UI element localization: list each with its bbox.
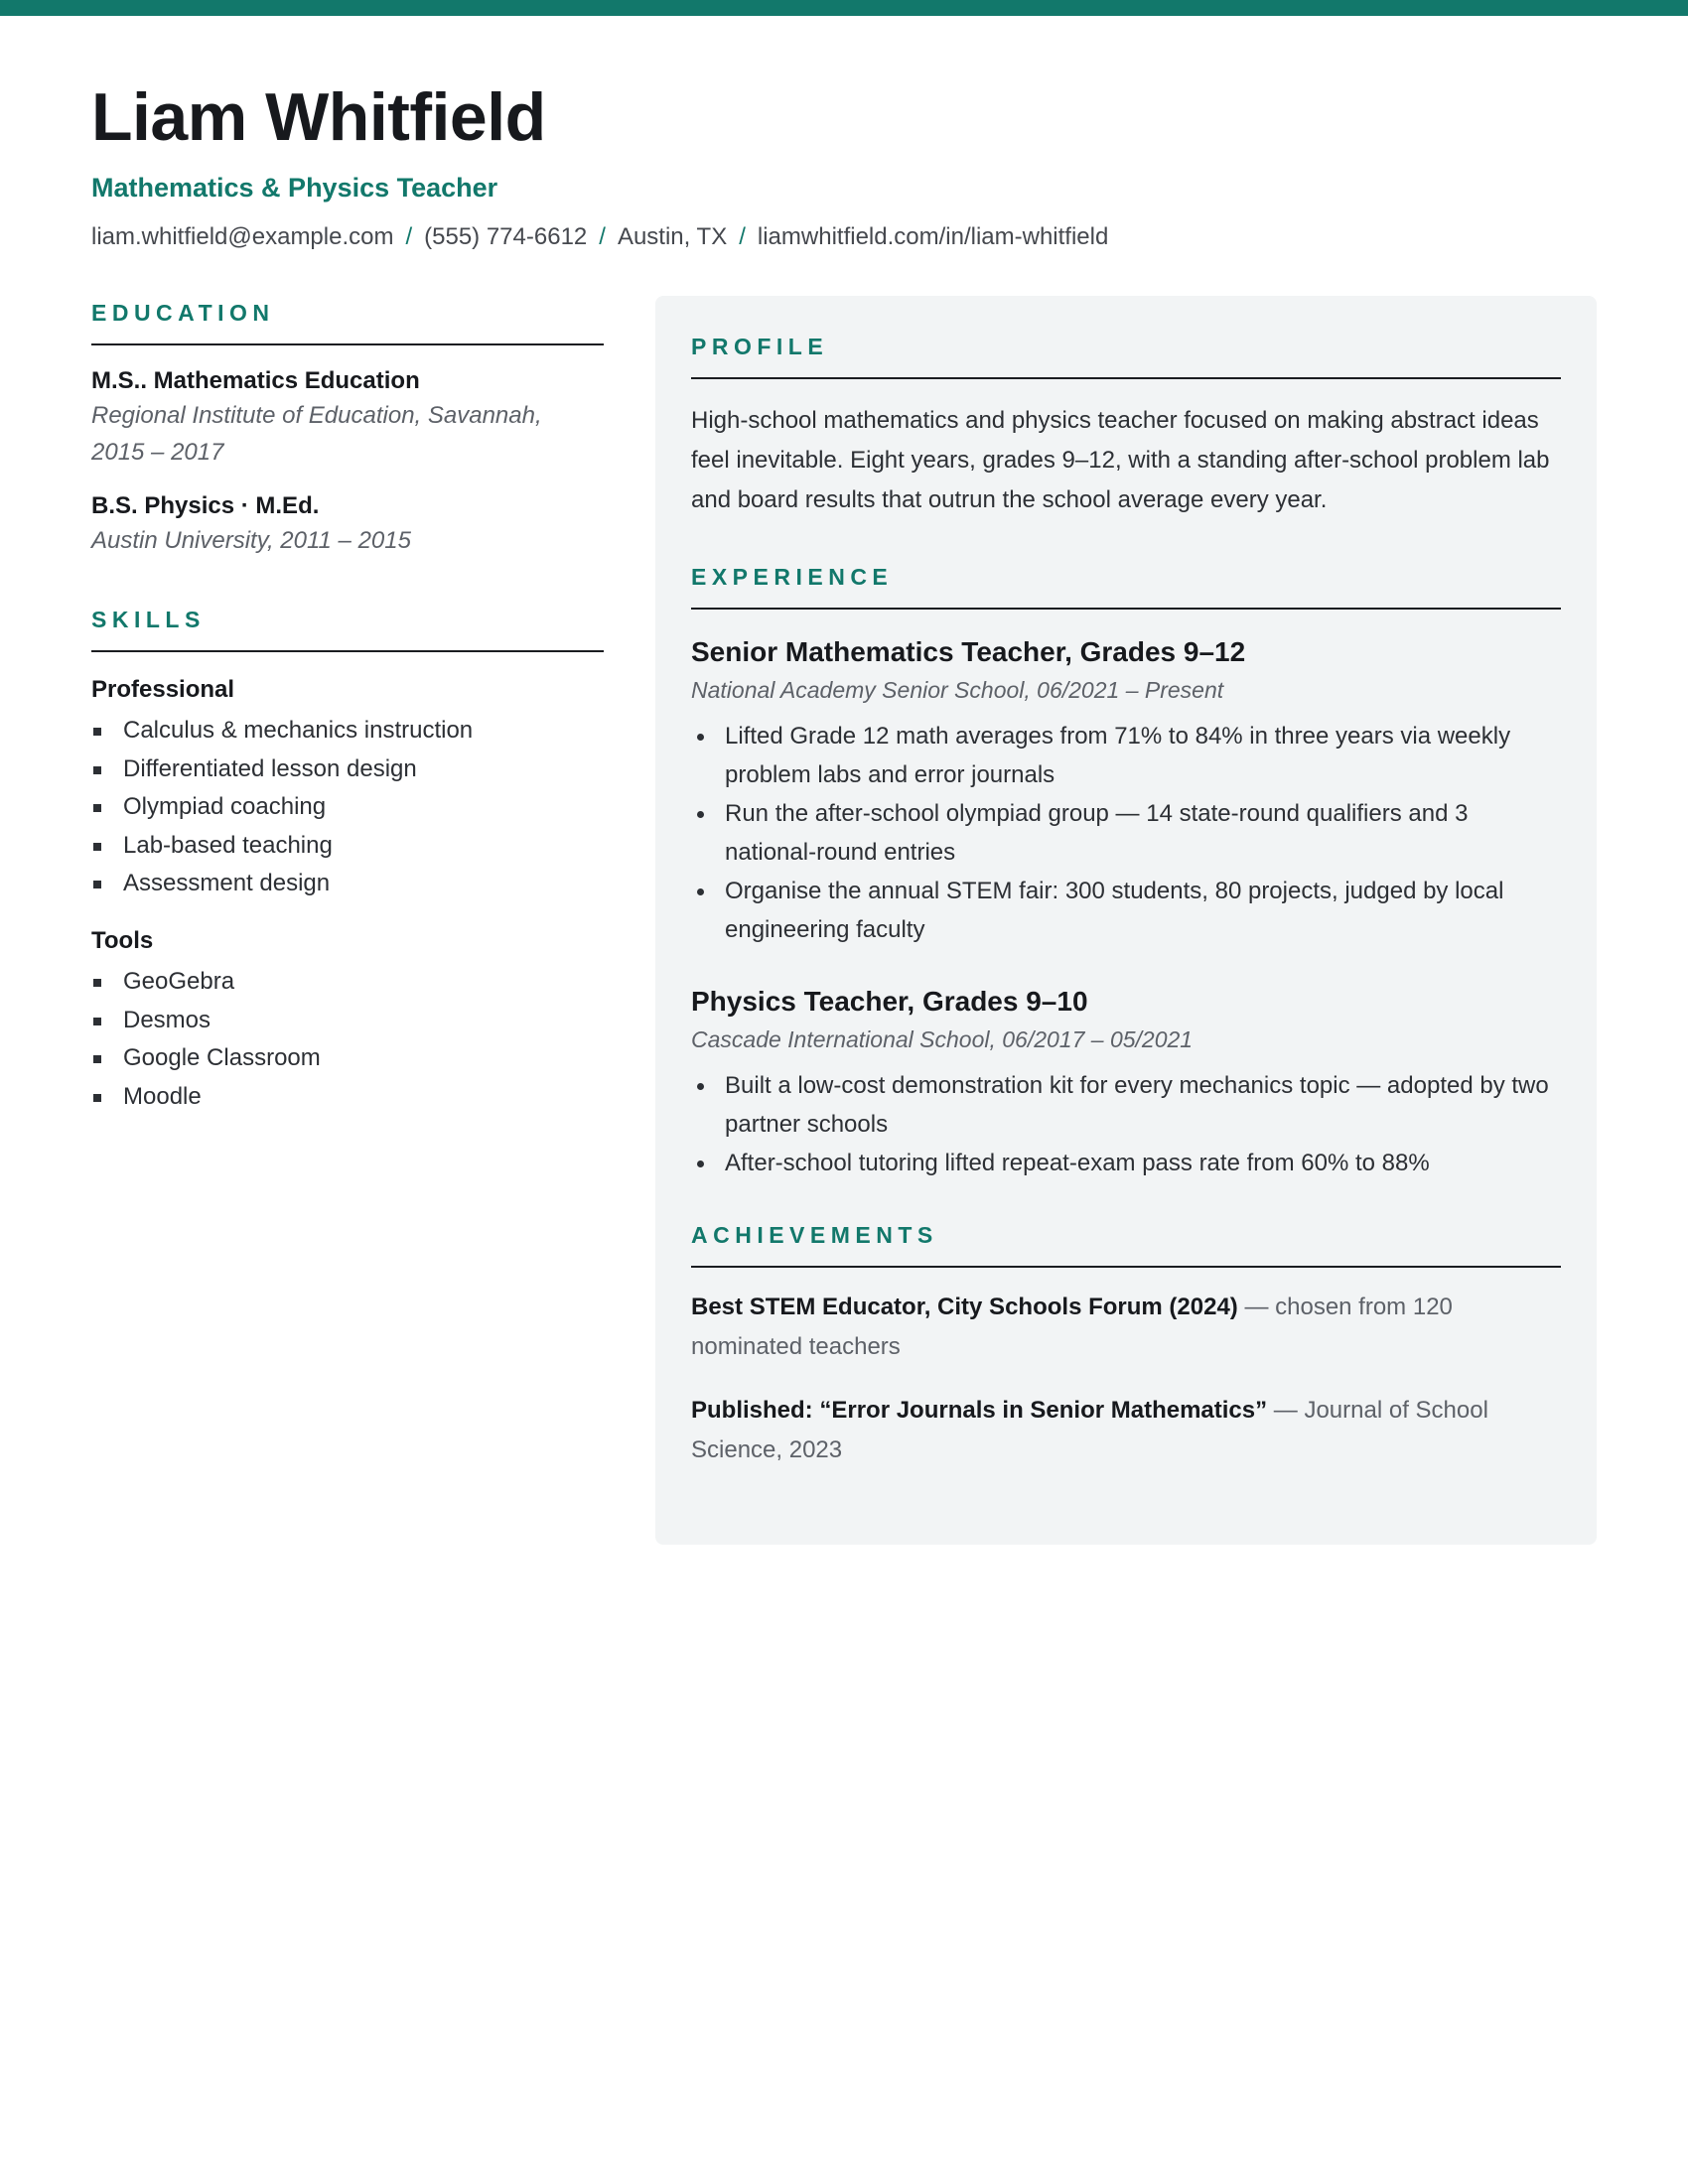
achievement-headline: Published: “Error Journals in Senior Mathematics”	[691, 1397, 1268, 1424]
contact-separator: /	[599, 223, 606, 250]
profile-summary: High-school mathematics and physics teacher focused on making abstract ideas feel inevitable. Eight years, grades 9–12, with a standing after-school problem lab and board results that outrun the school average every year.	[691, 407, 1550, 513]
job-bullet: After-school tutoring lifted repeat-exam pass rate from 60% to 88%	[691, 1144, 1561, 1182]
education-section	[91, 296, 604, 559]
job-bullets	[691, 1066, 1561, 1182]
skill-item: Calculus & mechanics instruction	[91, 712, 604, 751]
skill-group-title: Tools	[91, 926, 154, 954]
job-meta: Cascade International School, 06/2017 – 05/2021	[691, 1026, 1194, 1052]
candidate-name: Liam Whitfield	[91, 79, 546, 155]
experience-section	[691, 560, 1561, 1182]
job-bullet: Lifted Grade 12 math averages from 71% to 84% in three years via weekly problem labs and error journals	[691, 717, 1561, 794]
achievement-headline: Best STEM Educator, City Schools Forum (2024)	[691, 1294, 1238, 1320]
skills-heading: SKILLS	[91, 603, 604, 652]
job-bullet: Organise the annual STEM fair: 300 students, 80 projects, judged by local engineering faculty	[691, 872, 1561, 949]
education-detail: Austin University, 2011 – 2015	[91, 527, 411, 554]
profile-section	[691, 330, 1561, 520]
education-dates: 2015 – 2017	[91, 439, 224, 466]
skill-item: Assessment design	[91, 865, 604, 903]
job-entry	[691, 633, 1561, 949]
achievements-section	[691, 1218, 1561, 1470]
education-item	[91, 490, 604, 559]
profile-heading: PROFILE	[691, 330, 1561, 379]
skills-section	[91, 603, 604, 1116]
contact-separator: /	[405, 223, 413, 250]
left-column	[91, 296, 604, 1116]
job-bullet: Run the after-school olympiad group — 14 state-round qualifiers and 3 national-round entries	[691, 794, 1561, 872]
resume-header	[91, 77, 1597, 254]
tool-item: Moodle	[91, 1078, 604, 1117]
job-bullets	[691, 717, 1561, 949]
achievement-detail: — Journal of School Science, 2023	[691, 1397, 1488, 1463]
candidate-role: Mathematics & Physics Teacher	[91, 173, 498, 203]
education-degree: B.S. Physics · M.Ed.	[91, 492, 320, 519]
main-panel	[655, 296, 1597, 1545]
job-bullet: Built a low-cost demonstration kit for every mechanics topic — adopted by two partner schools	[691, 1066, 1561, 1144]
contact-separator: /	[739, 223, 746, 250]
achievement-detail: — chosen from 120 nominated teachers	[691, 1294, 1453, 1360]
job-title: Physics Teacher, Grades 9–10	[691, 986, 1088, 1017]
skill-item: Differentiated lesson design	[91, 751, 604, 789]
contact-email[interactable]: liam.whitfield@example.com	[91, 223, 394, 250]
accent-top-bar	[0, 0, 1688, 16]
job-title: Senior Mathematics Teacher, Grades 9–12	[691, 636, 1246, 667]
skill-item: Olympiad coaching	[91, 788, 604, 827]
job-meta: National Academy Senior School, 06/2021 – Present	[691, 677, 1224, 703]
contact-phone[interactable]: (555) 774-6612	[424, 223, 588, 250]
contact-website[interactable]: liamwhitfield.com/in/liam-whitfield	[757, 223, 1109, 250]
achievement-item	[691, 1288, 1561, 1367]
education-heading: EDUCATION	[91, 296, 604, 345]
achievements-heading: ACHIEVEMENTS	[691, 1218, 1561, 1268]
education-item	[91, 365, 604, 471]
tool-list	[91, 963, 604, 1116]
tool-item: Google Classroom	[91, 1039, 604, 1078]
education-degree: M.S.. Mathematics Education	[91, 367, 420, 394]
experience-heading: EXPERIENCE	[691, 560, 1561, 610]
tool-item: Desmos	[91, 1002, 604, 1040]
education-detail: Regional Institute of Education, Savannah,	[91, 402, 542, 429]
tool-item: GeoGebra	[91, 963, 604, 1002]
skill-list	[91, 712, 604, 903]
contact-location: Austin, TX	[617, 223, 728, 250]
job-entry	[691, 983, 1561, 1182]
skill-group-title: Professional	[91, 676, 235, 703]
achievement-item	[691, 1391, 1561, 1470]
contact-line	[91, 220, 1597, 254]
skill-item: Lab-based teaching	[91, 827, 604, 866]
